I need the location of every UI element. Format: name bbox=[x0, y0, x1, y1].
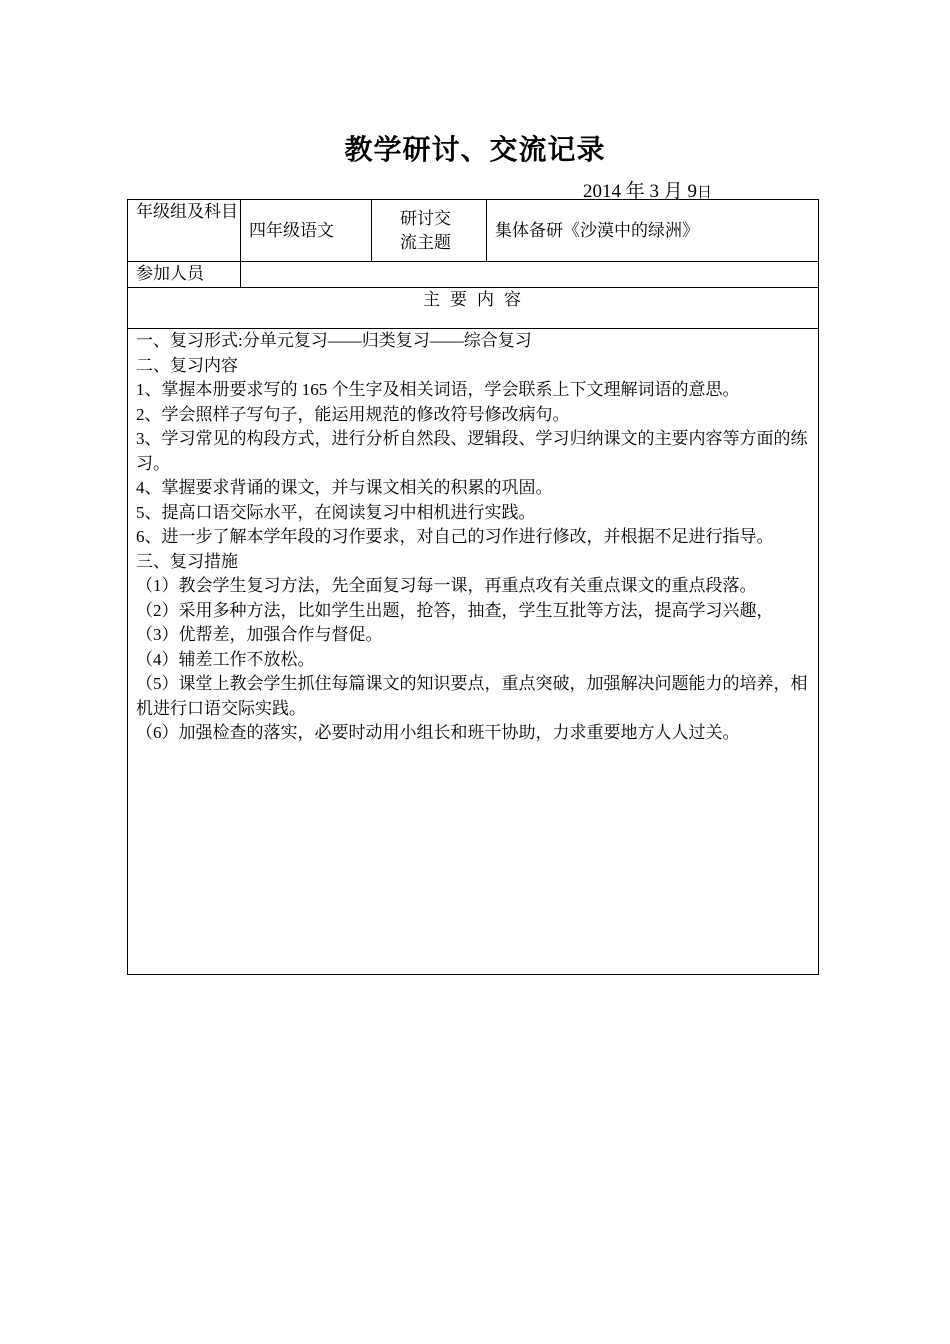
participants-row bbox=[128, 262, 819, 288]
grade-topic-row bbox=[128, 200, 819, 262]
participants-value-cell bbox=[241, 262, 819, 288]
content-line: （6）加强检查的落实，必要时动用小组长和班干协助，力求重要地方人人过关。 bbox=[136, 723, 740, 742]
main-content-header-cell bbox=[128, 288, 819, 329]
content-line: 2、学会照样子写句子，能运用规范的修改符号修改病句。 bbox=[136, 404, 570, 424]
grade-label: 年级组及科目 bbox=[136, 202, 238, 221]
document-title: 教学研讨、交流记录 bbox=[344, 135, 606, 166]
topic-label-cell bbox=[372, 200, 487, 262]
content-line: （4）辅差工作不放松。 bbox=[136, 649, 315, 669]
content-line: （3）优帮差，加强合作与督促。 bbox=[136, 625, 383, 644]
main-content-label: 主要内容 bbox=[423, 290, 531, 309]
participants-label-cell bbox=[128, 262, 241, 288]
record-table bbox=[127, 199, 819, 975]
grade-label-cell bbox=[128, 200, 241, 262]
content-line: （1）教会学生复习方法，先全面复习每一课，再重点攻有关重点课文的重点段落。 bbox=[136, 576, 757, 595]
content-line: 3、学习常见的构段方式，进行分析自然段、逻辑段、学习归纳课文的主要内容等方面的练习。 bbox=[136, 429, 808, 473]
date-main: 2014 年 3 月 9 bbox=[583, 181, 698, 202]
content-line: 4、掌握要求背诵的课文，并与课文相关的积累的巩固。 bbox=[136, 478, 553, 497]
content-line: （5）课堂上教会学生抓住每篇课文的知识要点，重点突破，加强解决问题能力的培养，相机进行口语交际实践。 bbox=[136, 674, 808, 718]
content-line: 1、掌握本册要求写的 165 个生字及相关词语，学会联系上下文理解词语的意思。 bbox=[136, 380, 740, 399]
topic-value: 集体备研《沙漠中的绿洲》 bbox=[495, 220, 699, 240]
content-line: 三、复习措施 bbox=[136, 551, 238, 571]
topic-label: 研讨交流主题 bbox=[400, 208, 451, 252]
content-line: 一、复习形式:分单元复习——归类复习——综合复习 bbox=[136, 331, 532, 350]
main-content-cell bbox=[128, 329, 819, 975]
grade-value-cell bbox=[241, 200, 372, 262]
date-day-char: 日 bbox=[697, 185, 713, 201]
main-content-header-row bbox=[128, 288, 819, 329]
main-content-row bbox=[128, 329, 819, 975]
participants-label: 参加人员 bbox=[136, 264, 204, 283]
topic-value-cell bbox=[487, 200, 819, 262]
content-line: 6、进一步了解本学年段的习作要求，对自己的习作进行修改，并根据不足进行指导。 bbox=[136, 527, 774, 546]
content-line: （2）采用多种方法，比如学生出题，抢答，抽查，学生互批等方法，提高学习兴趣， bbox=[136, 600, 774, 620]
grade-value: 四年级语文 bbox=[249, 220, 334, 240]
content-line: 二、复习内容 bbox=[136, 355, 238, 375]
content-line: 5、提高口语交际水平，在阅读复习中相机进行实践。 bbox=[136, 502, 536, 522]
